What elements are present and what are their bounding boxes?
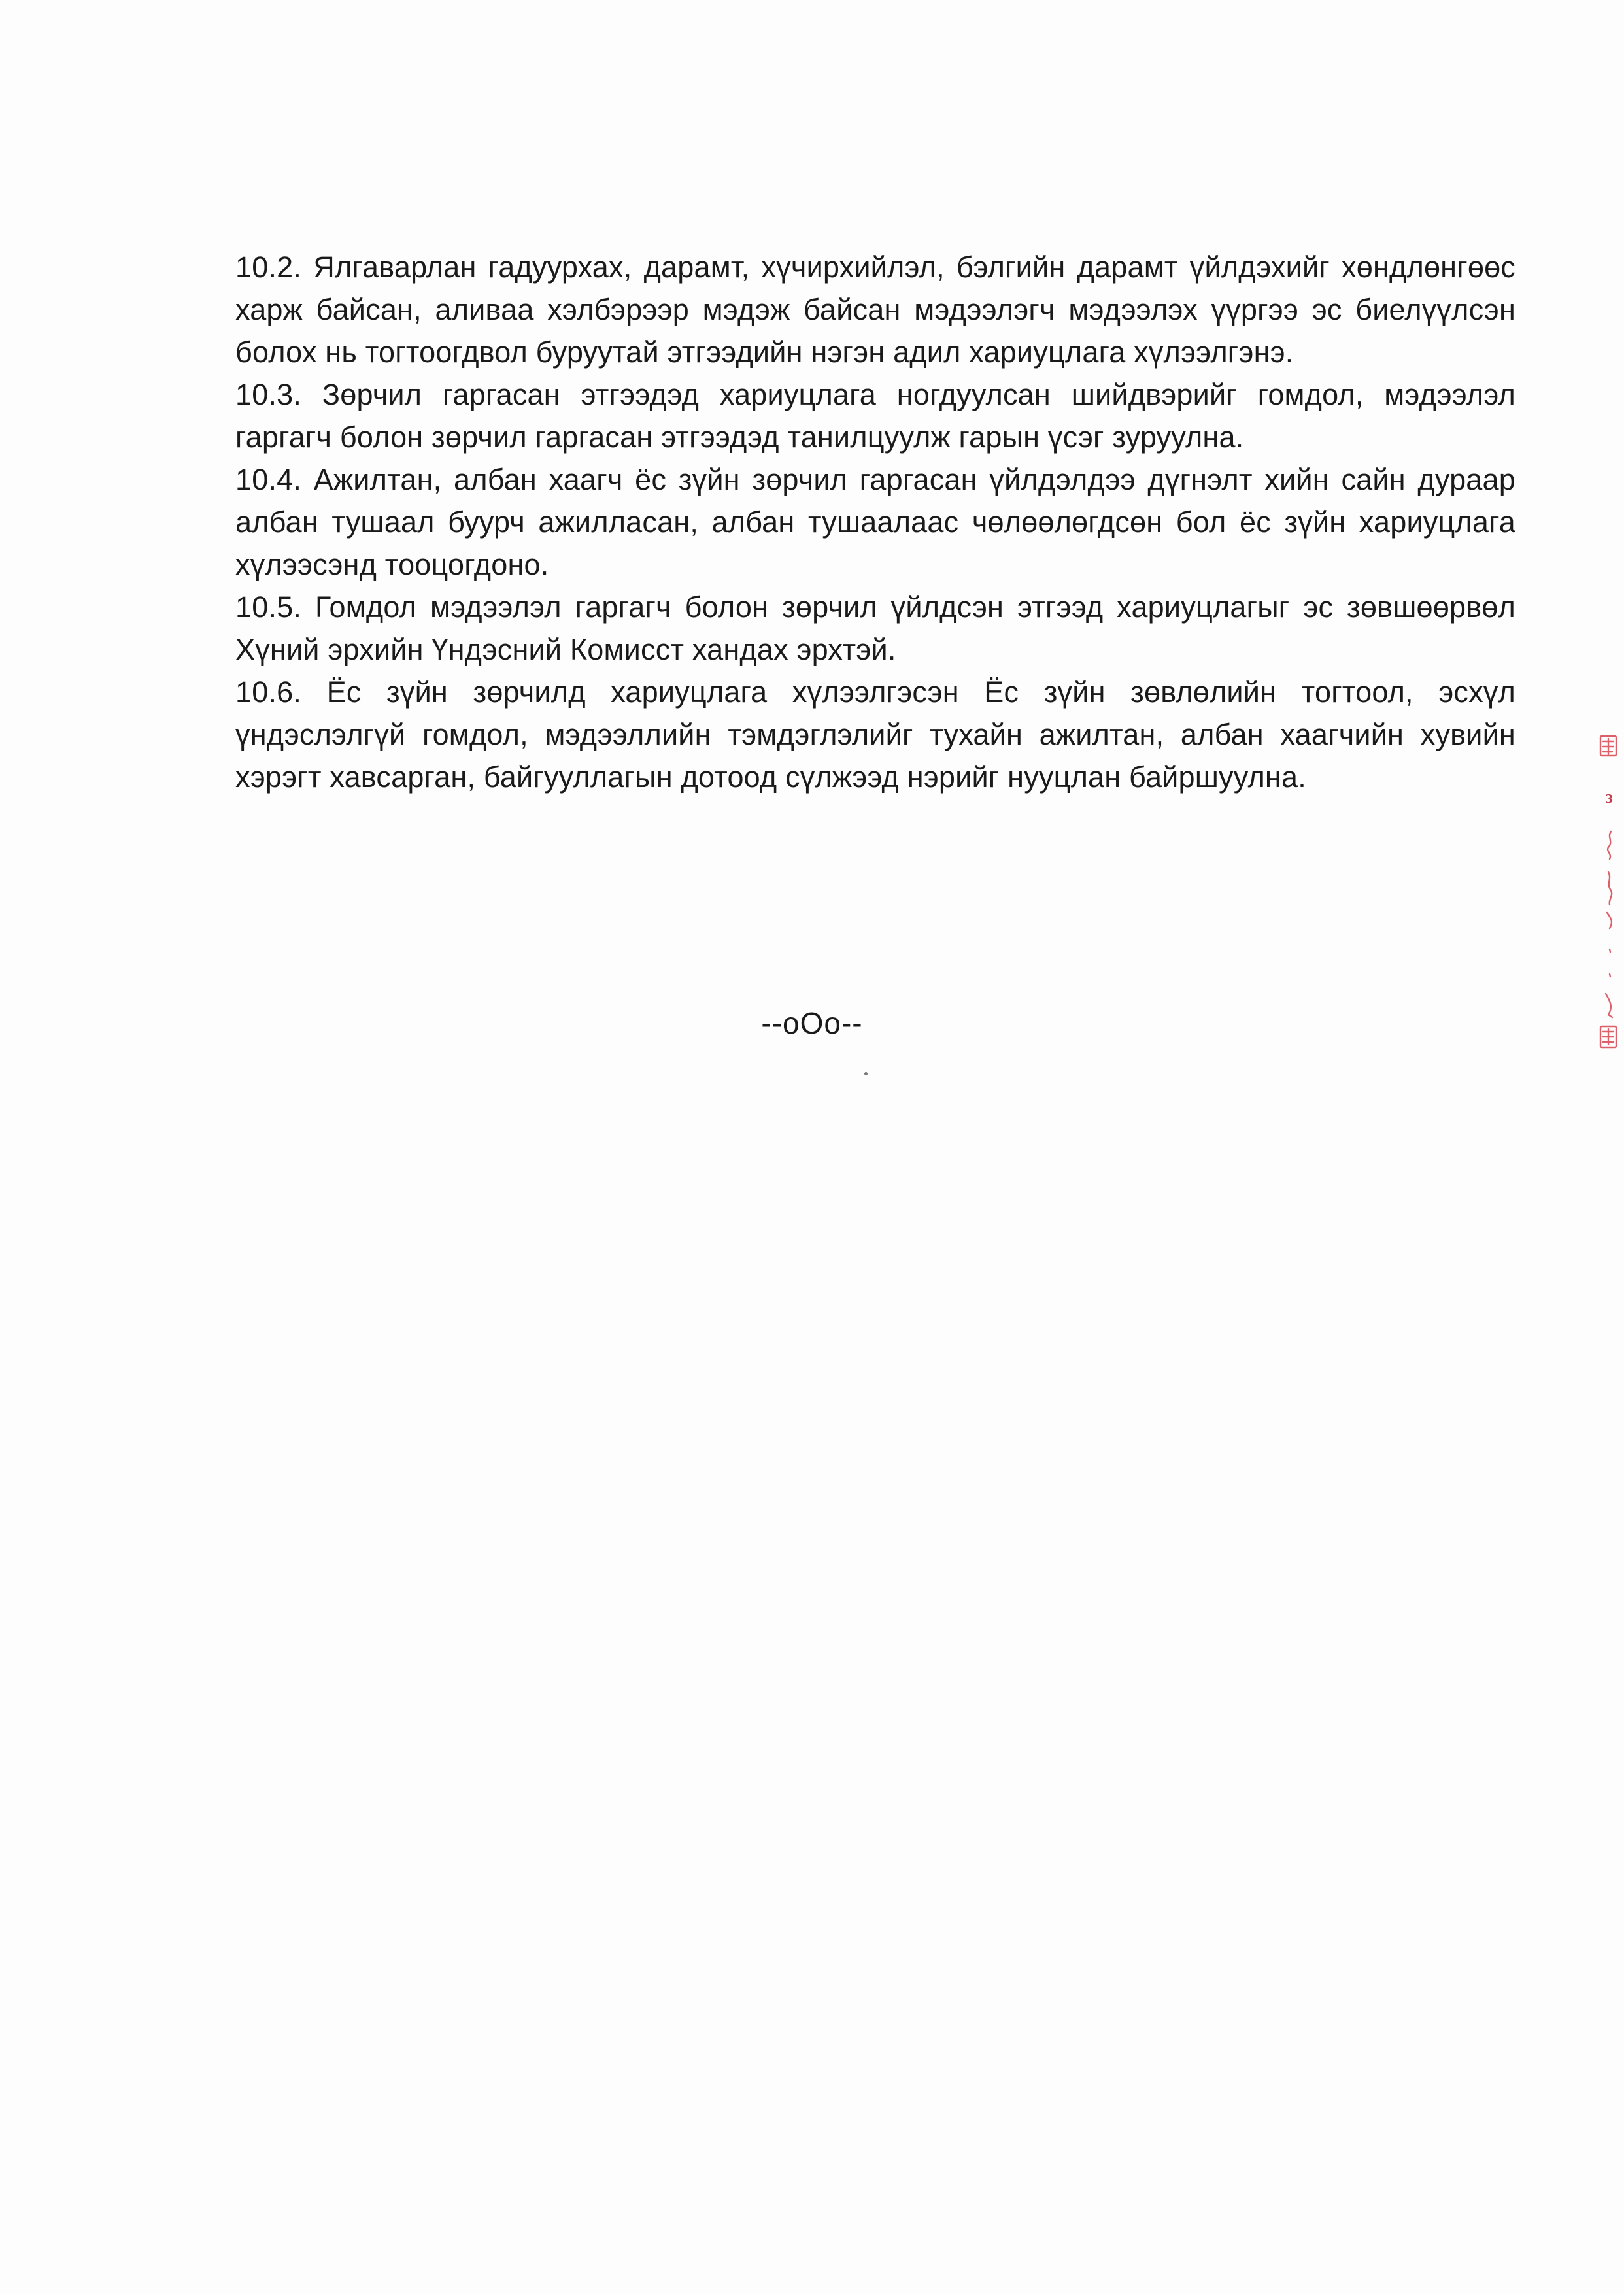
margin-stamp-digit: 3 [1604, 792, 1614, 806]
paragraph-10-5: 10.5. Гомдол мэдээлэл гаргагч болон зөрчил үйлдсэн этгээд хариуцлагыг эс зөвшөөрвөл Хүний эрхийн Үндэсний Комисст хандах эрхтэй. [235, 590, 1515, 666]
paragraph-10-6: 10.6. Ёс зүйн зөрчилд хариуцлага хүлээлгэсэн Ёс зүйн зөвлөлийн тогтоол, эсхүл үндэслэлгүй гомдол, мэдээллийн тэмдэглэлийг тухайн ажилтан, албан хаагчийн хувийн хэрэгт хавсарган, байгууллагын дотоод сүлжээд нэрийг нууцлан байршуулна. [235, 675, 1515, 794]
page-margin-seal-stamp [1594, 732, 1624, 1053]
closing-ornament: --oOo-- [761, 1006, 863, 1040]
document-body [235, 246, 1515, 798]
paragraph-10-3: 10.3. Зөрчил гаргасан этгээдэд хариуцлага ногдуулсан шийдвэрийг гомдол, мэдээлэл гаргагч болон зөрчил гаргасан этгээдэд танилцуулж гарын үсэг зуруулна. [235, 378, 1515, 454]
paragraph-10-2: 10.2. Ялгаварлан гадуурхах, дарамт, хүчирхийлэл, бэлгийн дарамт үйлдэхийг хөндлөнгөөс харж байсан, аливаа хэлбэрээр мэдэж байсан мэдээлэгч мэдээлэх үүргээ эс биелүүлсэн болох нь тогтоогдвол буруутай этгээдийн нэгэн адил хариуцлага хүлээлгэнэ. [235, 250, 1515, 369]
paragraph-10-4: 10.4. Ажилтан, албан хаагч ёс зүйн зөрчил гаргасан үйлдэлдээ дүгнэлт хийн сайн дураар албан тушаал буурч ажилласан, албан тушаалаас чөлөөлөгдсөн бол ёс зүйн хариуцлага хүлээсэнд тооцогдоно. [235, 463, 1515, 581]
scan-speck [864, 1072, 868, 1075]
